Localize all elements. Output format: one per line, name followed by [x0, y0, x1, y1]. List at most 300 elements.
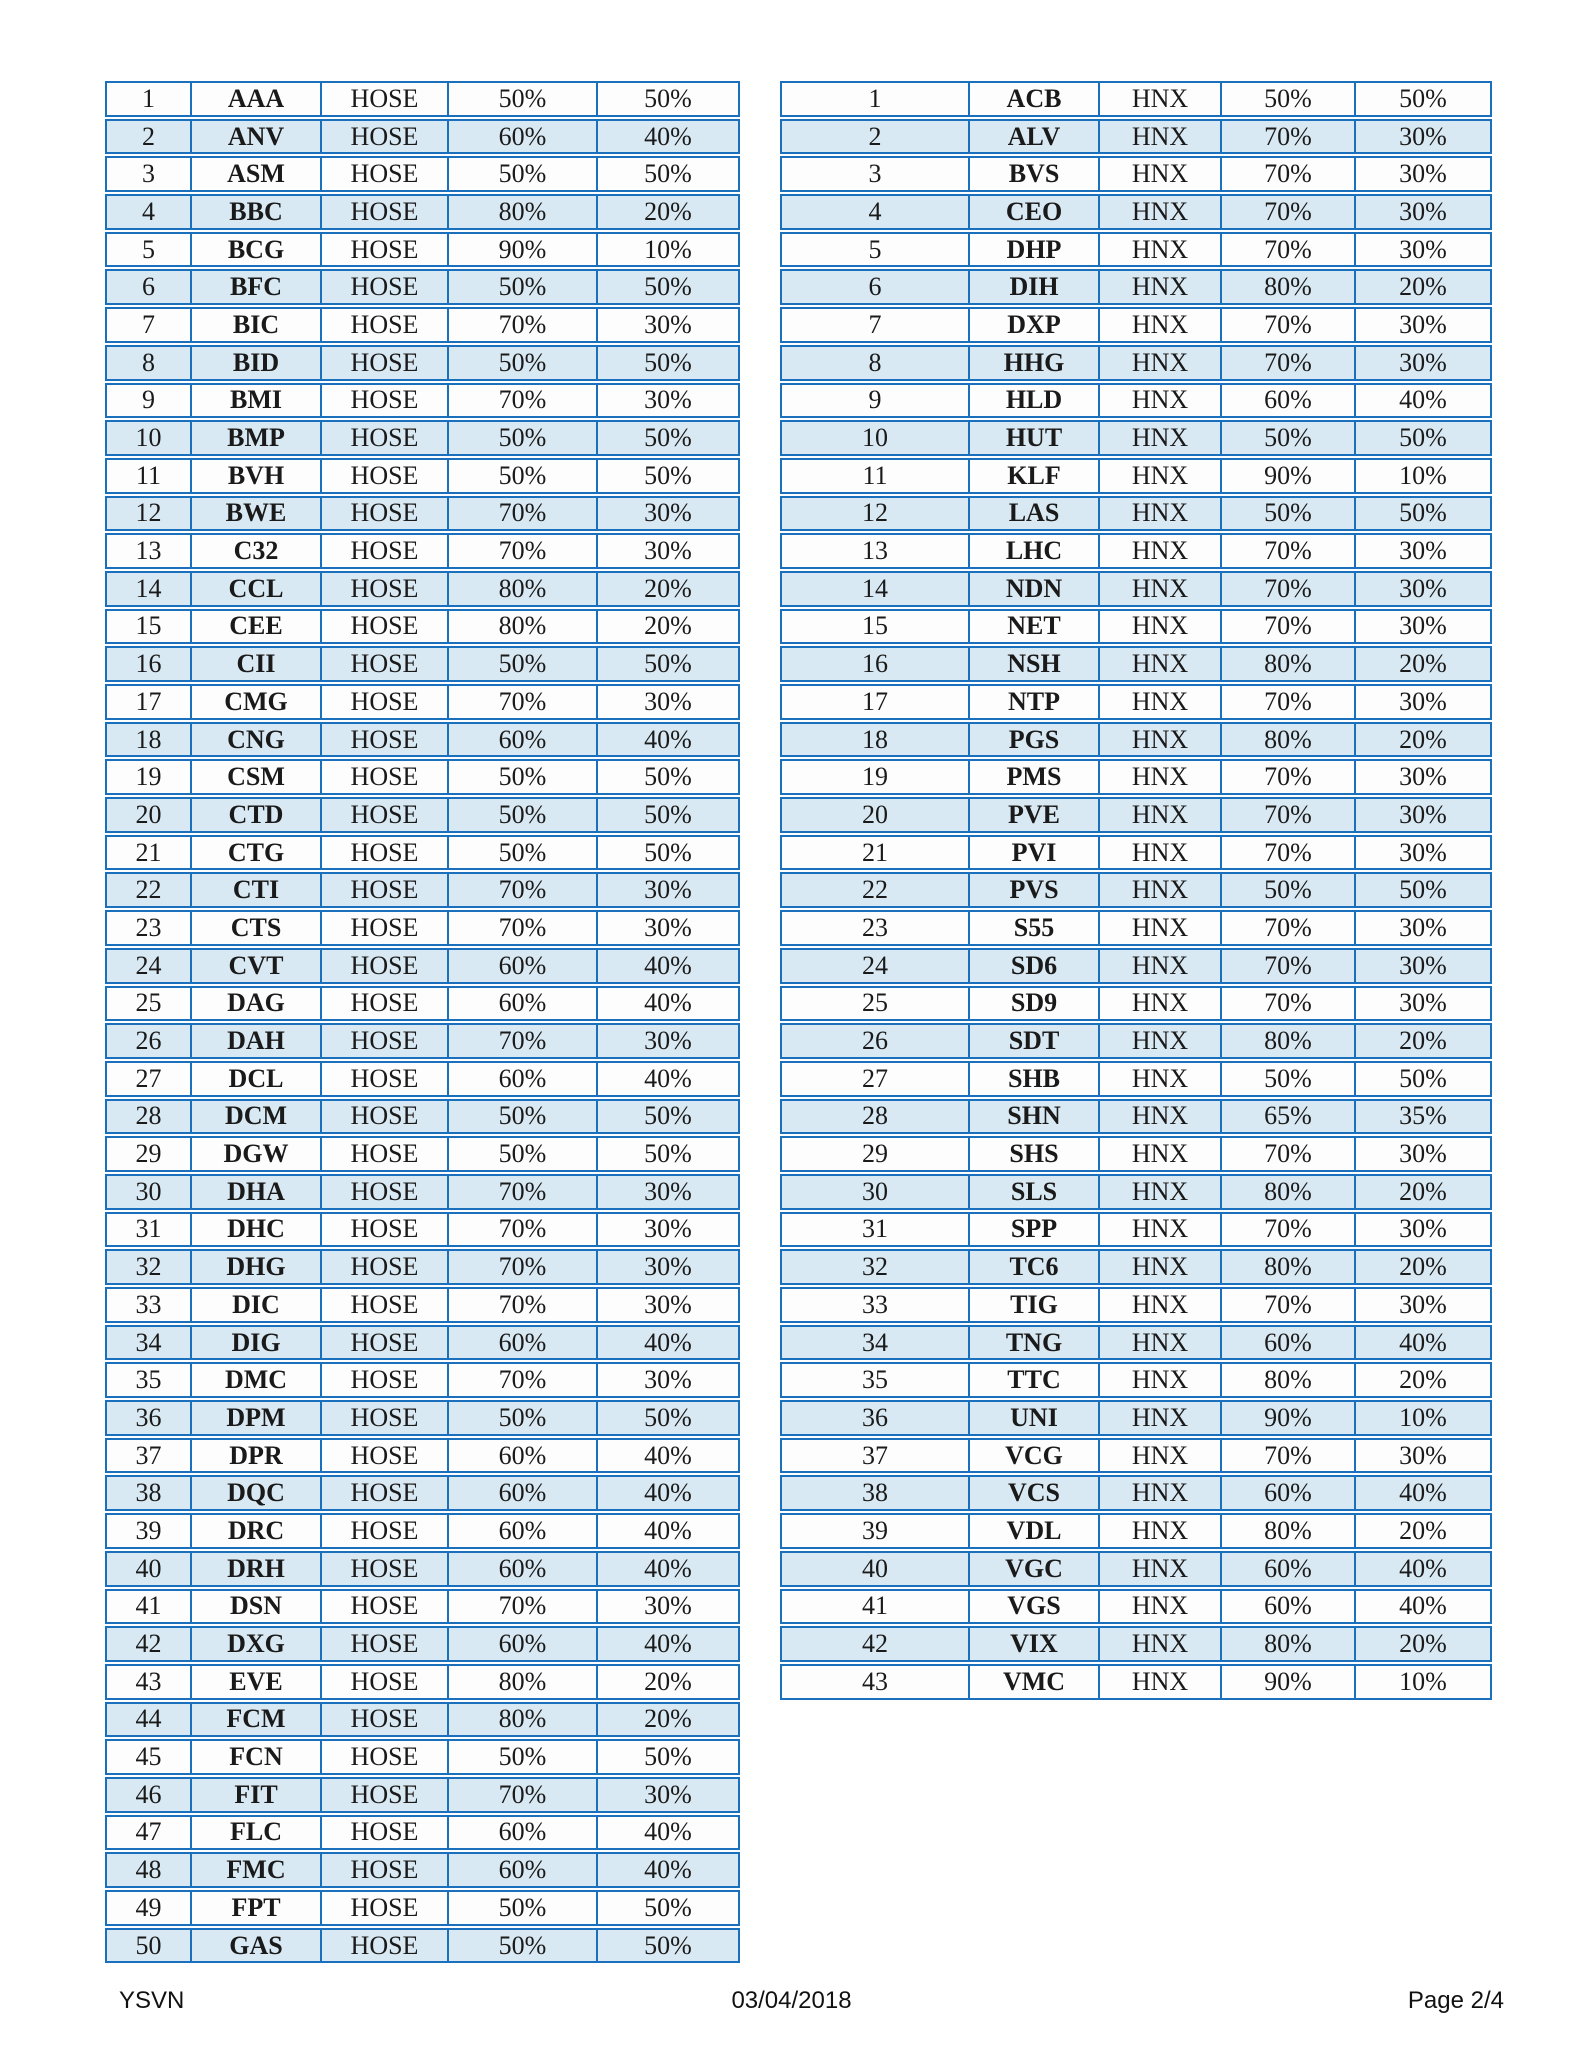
- exchange-cell: HOSE: [320, 761, 447, 793]
- margin-ratio-2-cell: 30%: [596, 498, 738, 530]
- margin-ratio-1-cell: 60%: [447, 1817, 596, 1849]
- ticker-cell: DIH: [968, 271, 1098, 303]
- margin-ratio-2-cell: 50%: [1354, 498, 1490, 530]
- table-row: [105, 872, 740, 908]
- margin-ratio-2-cell: 40%: [1354, 385, 1490, 417]
- table-row: [780, 646, 1492, 682]
- margin-ratio-1-cell: 70%: [447, 1251, 596, 1283]
- margin-ratio-1-cell: 70%: [447, 385, 596, 417]
- ticker-cell: CVT: [190, 950, 320, 982]
- margin-ratio-1-cell: 80%: [1220, 1628, 1354, 1660]
- row-number-cell: 22: [862, 875, 888, 905]
- ticker-cell: FCN: [190, 1741, 320, 1773]
- table-row: [780, 1475, 1492, 1511]
- exchange-cell: HOSE: [320, 1364, 447, 1396]
- margin-ratio-2-cell: 20%: [596, 1704, 738, 1736]
- margin-ratio-2-cell: 30%: [1354, 347, 1490, 379]
- table-row: [780, 1664, 1492, 1700]
- exchange-cell: HNX: [1098, 1628, 1220, 1660]
- ticker-cell: BCG: [190, 234, 320, 266]
- row-number-cell: 9: [142, 385, 155, 415]
- table-row: [780, 1362, 1492, 1398]
- row-number-cell: 39: [135, 1515, 162, 1545]
- table-row: [105, 986, 740, 1022]
- table-row: [105, 1890, 740, 1926]
- table-row: [105, 1513, 740, 1549]
- ticker-cell: CSM: [190, 761, 320, 793]
- margin-ratio-2-cell: 30%: [596, 385, 738, 417]
- footer-brand: YSVN: [119, 1987, 185, 2014]
- exchange-cell: HOSE: [320, 121, 447, 153]
- exchange-cell: HOSE: [320, 1025, 447, 1057]
- table-row: [780, 1174, 1492, 1210]
- ticker-cell: HLD: [968, 385, 1098, 417]
- exchange-cell: HOSE: [320, 648, 447, 680]
- row-number-cell: 5: [868, 234, 882, 264]
- margin-ratio-1-cell: 50%: [447, 1741, 596, 1773]
- row-number-cell: 22: [135, 875, 162, 905]
- margin-ratio-2-cell: 50%: [596, 761, 738, 793]
- margin-ratio-1-cell: 70%: [447, 1025, 596, 1057]
- table-row: [105, 194, 740, 230]
- margin-ratio-1-cell: 70%: [1220, 121, 1354, 153]
- row-number-cell: 13: [862, 536, 888, 566]
- ticker-cell: FLC: [190, 1817, 320, 1849]
- table-row: [780, 1513, 1492, 1549]
- margin-ratio-1-cell: 65%: [1220, 1101, 1354, 1133]
- exchange-cell: HOSE: [320, 1930, 447, 1962]
- row-number-cell: 27: [135, 1063, 162, 1093]
- row-number-cell: 12: [135, 498, 162, 528]
- row-number-cell: 48: [135, 1855, 162, 1885]
- margin-ratio-1-cell: 80%: [1220, 648, 1354, 680]
- row-number-cell: 37: [862, 1440, 888, 1470]
- table-row: [780, 722, 1492, 758]
- ticker-cell: SHB: [968, 1063, 1098, 1095]
- row-number-cell: 49: [135, 1892, 162, 1922]
- table-row: [105, 1325, 740, 1361]
- row-number-cell: 35: [135, 1365, 162, 1395]
- exchange-cell: HNX: [1098, 1591, 1220, 1623]
- row-number-cell: 28: [135, 1101, 162, 1131]
- row-number-cell: 14: [862, 573, 888, 603]
- row-number-cell: 16: [862, 649, 888, 679]
- ticker-cell: DSN: [190, 1591, 320, 1623]
- margin-ratio-1-cell: 60%: [447, 1553, 596, 1585]
- row-number-cell: 29: [135, 1139, 162, 1169]
- row-number-cell: 6: [868, 272, 882, 302]
- row-number-cell: 33: [135, 1289, 162, 1319]
- margin-ratio-1-cell: 70%: [447, 1779, 596, 1811]
- margin-ratio-1-cell: 70%: [447, 1289, 596, 1321]
- exchange-cell: HNX: [1098, 874, 1220, 906]
- margin-ratio-1-cell: 60%: [447, 1063, 596, 1095]
- table-row: [105, 1136, 740, 1172]
- ticker-cell: DXP: [968, 309, 1098, 341]
- exchange-cell: HOSE: [320, 1741, 447, 1773]
- margin-ratio-1-cell: 60%: [1220, 1477, 1354, 1509]
- exchange-cell: HNX: [1098, 573, 1220, 605]
- margin-ratio-2-cell: 30%: [596, 1591, 738, 1623]
- row-number-cell: 50: [135, 1930, 162, 1960]
- table-row: [105, 1212, 740, 1248]
- margin-ratio-1-cell: 70%: [447, 912, 596, 944]
- exchange-cell: HNX: [1098, 1477, 1220, 1509]
- row-number-cell: 38: [135, 1478, 162, 1508]
- exchange-cell: HNX: [1098, 83, 1220, 115]
- margin-ratio-2-cell: 40%: [596, 1553, 738, 1585]
- margin-ratio-1-cell: 70%: [1220, 573, 1354, 605]
- ticker-cell: SHN: [968, 1101, 1098, 1133]
- table-row: [105, 1626, 740, 1662]
- ticker-cell: PMS: [968, 761, 1098, 793]
- row-number-cell: 12: [862, 498, 888, 528]
- margin-ratio-2-cell: 30%: [1354, 121, 1490, 153]
- ticker-cell: SHS: [968, 1138, 1098, 1170]
- margin-ratio-1-cell: 50%: [447, 158, 596, 190]
- exchange-cell: HNX: [1098, 1214, 1220, 1246]
- exchange-cell: HOSE: [320, 1440, 447, 1472]
- row-number-cell: 28: [862, 1101, 888, 1131]
- exchange-cell: HOSE: [320, 1628, 447, 1660]
- row-number-cell: 24: [862, 950, 888, 980]
- ticker-cell: BVH: [190, 460, 320, 492]
- margin-ratio-1-cell: 70%: [447, 874, 596, 906]
- margin-ratio-2-cell: 40%: [596, 988, 738, 1020]
- margin-ratio-2-cell: 30%: [596, 1025, 738, 1057]
- ticker-cell: HUT: [968, 422, 1098, 454]
- table-row: [780, 1551, 1492, 1587]
- margin-ratio-2-cell: 20%: [596, 573, 738, 605]
- exchange-cell: HOSE: [320, 385, 447, 417]
- hose-margin-table: [105, 81, 740, 1963]
- exchange-cell: HNX: [1098, 1251, 1220, 1283]
- margin-ratio-2-cell: 40%: [596, 1477, 738, 1509]
- table-row: [105, 1852, 740, 1888]
- margin-ratio-2-cell: 40%: [596, 1327, 738, 1359]
- exchange-cell: HNX: [1098, 1101, 1220, 1133]
- table-row: [780, 345, 1492, 381]
- exchange-cell: HNX: [1098, 347, 1220, 379]
- row-number-cell: 5: [142, 234, 155, 264]
- exchange-cell: HNX: [1098, 121, 1220, 153]
- margin-ratio-1-cell: 80%: [447, 573, 596, 605]
- margin-ratio-1-cell: 50%: [1220, 83, 1354, 115]
- exchange-cell: HNX: [1098, 158, 1220, 190]
- margin-ratio-2-cell: 40%: [596, 1854, 738, 1886]
- ticker-cell: C32: [190, 535, 320, 567]
- exchange-cell: HNX: [1098, 535, 1220, 567]
- table-row: [105, 458, 740, 494]
- exchange-cell: HNX: [1098, 1402, 1220, 1434]
- row-number-cell: 11: [862, 460, 888, 490]
- footer-page-number: Page 2/4: [1407, 1987, 1504, 2014]
- ticker-cell: BID: [190, 347, 320, 379]
- ticker-cell: VGS: [968, 1591, 1098, 1623]
- ticker-cell: VMC: [968, 1666, 1098, 1698]
- margin-ratio-2-cell: 50%: [596, 347, 738, 379]
- margin-ratio-2-cell: 50%: [596, 1741, 738, 1773]
- margin-ratio-1-cell: 60%: [447, 1628, 596, 1660]
- margin-ratio-1-cell: 70%: [1220, 309, 1354, 341]
- margin-ratio-1-cell: 70%: [447, 1364, 596, 1396]
- margin-ratio-1-cell: 80%: [447, 1666, 596, 1698]
- row-number-cell: 3: [142, 159, 155, 189]
- margin-ratio-2-cell: 40%: [596, 1817, 738, 1849]
- table-row: [105, 1815, 740, 1851]
- exchange-cell: HOSE: [320, 573, 447, 605]
- ticker-cell: DHA: [190, 1176, 320, 1208]
- ticker-cell: DAG: [190, 988, 320, 1020]
- exchange-cell: HOSE: [320, 1817, 447, 1849]
- margin-ratio-2-cell: 20%: [1354, 724, 1490, 756]
- margin-ratio-1-cell: 50%: [1220, 498, 1354, 530]
- table-row: [780, 609, 1492, 645]
- margin-ratio-2-cell: 20%: [1354, 271, 1490, 303]
- ticker-cell: DXG: [190, 1628, 320, 1660]
- margin-ratio-1-cell: 50%: [1220, 874, 1354, 906]
- margin-ratio-2-cell: 30%: [596, 1214, 738, 1246]
- margin-ratio-2-cell: 20%: [596, 1666, 738, 1698]
- ticker-cell: DIC: [190, 1289, 320, 1321]
- table-row: [780, 156, 1492, 192]
- row-number-cell: 18: [135, 724, 162, 754]
- ticker-cell: CMG: [190, 686, 320, 718]
- ticker-cell: CTG: [190, 837, 320, 869]
- row-number-cell: 26: [135, 1026, 162, 1056]
- ticker-cell: CTI: [190, 874, 320, 906]
- table-row: [105, 383, 740, 419]
- margin-ratio-2-cell: 30%: [596, 874, 738, 906]
- exchange-cell: HOSE: [320, 271, 447, 303]
- table-row: [780, 119, 1492, 155]
- table-row: [780, 269, 1492, 305]
- ticker-cell: VCS: [968, 1477, 1098, 1509]
- table-row: [105, 81, 740, 117]
- table-row: [105, 1023, 740, 1059]
- ticker-cell: ACB: [968, 83, 1098, 115]
- exchange-cell: HNX: [1098, 686, 1220, 718]
- table-row: [105, 1099, 740, 1135]
- margin-ratio-2-cell: 30%: [1354, 761, 1490, 793]
- row-number-cell: 36: [862, 1402, 888, 1432]
- table-row: [105, 269, 740, 305]
- row-number-cell: 29: [862, 1139, 888, 1169]
- exchange-cell: HNX: [1098, 761, 1220, 793]
- ticker-cell: NSH: [968, 648, 1098, 680]
- table-row: [780, 797, 1492, 833]
- margin-ratio-1-cell: 80%: [447, 196, 596, 228]
- table-row: [780, 872, 1492, 908]
- margin-ratio-1-cell: 50%: [447, 799, 596, 831]
- ticker-cell: BWE: [190, 498, 320, 530]
- exchange-cell: HOSE: [320, 234, 447, 266]
- ticker-cell: SD9: [968, 988, 1098, 1020]
- margin-ratio-2-cell: 50%: [596, 460, 738, 492]
- table-row: [105, 1739, 740, 1775]
- table-row: [780, 1325, 1492, 1361]
- ticker-cell: TC6: [968, 1251, 1098, 1283]
- table-row: [780, 986, 1492, 1022]
- exchange-cell: HNX: [1098, 837, 1220, 869]
- table-row: [780, 1249, 1492, 1285]
- exchange-cell: HOSE: [320, 1515, 447, 1547]
- exchange-cell: HOSE: [320, 1591, 447, 1623]
- row-number-cell: 1: [142, 83, 155, 113]
- table-row: [105, 948, 740, 984]
- margin-ratio-1-cell: 50%: [447, 347, 596, 379]
- ticker-cell: CII: [190, 648, 320, 680]
- exchange-cell: HNX: [1098, 1553, 1220, 1585]
- exchange-cell: HOSE: [320, 1101, 447, 1133]
- margin-ratio-2-cell: 50%: [596, 1892, 738, 1924]
- row-number-cell: 8: [142, 347, 155, 377]
- margin-ratio-1-cell: 60%: [447, 1327, 596, 1359]
- exchange-cell: HOSE: [320, 1176, 447, 1208]
- margin-ratio-1-cell: 80%: [1220, 724, 1354, 756]
- row-number-cell: 15: [862, 611, 888, 641]
- ticker-cell: TIG: [968, 1289, 1098, 1321]
- table-row: [780, 1136, 1492, 1172]
- table-row: [105, 232, 740, 268]
- row-number-cell: 17: [862, 686, 888, 716]
- exchange-cell: HOSE: [320, 611, 447, 643]
- row-number-cell: 32: [135, 1252, 162, 1282]
- margin-ratio-1-cell: 70%: [1220, 234, 1354, 266]
- row-number-cell: 8: [868, 347, 882, 377]
- ticker-cell: DIG: [190, 1327, 320, 1359]
- margin-ratio-1-cell: 70%: [1220, 912, 1354, 944]
- table-row: [780, 533, 1492, 569]
- margin-ratio-2-cell: 35%: [1354, 1101, 1490, 1133]
- margin-ratio-1-cell: 60%: [447, 1477, 596, 1509]
- ticker-cell: BFC: [190, 271, 320, 303]
- table-row: [105, 1551, 740, 1587]
- exchange-cell: HOSE: [320, 309, 447, 341]
- exchange-cell: HNX: [1098, 460, 1220, 492]
- margin-ratio-2-cell: 30%: [596, 535, 738, 567]
- margin-ratio-2-cell: 30%: [1354, 950, 1490, 982]
- exchange-cell: HNX: [1098, 196, 1220, 228]
- margin-ratio-1-cell: 70%: [447, 535, 596, 567]
- ticker-cell: DHG: [190, 1251, 320, 1283]
- row-number-cell: 1: [868, 83, 882, 113]
- margin-ratio-2-cell: 40%: [596, 1063, 738, 1095]
- exchange-cell: HNX: [1098, 648, 1220, 680]
- ticker-cell: FMC: [190, 1854, 320, 1886]
- exchange-cell: HNX: [1098, 1138, 1220, 1170]
- margin-ratio-1-cell: 60%: [1220, 1327, 1354, 1359]
- margin-ratio-2-cell: 40%: [1354, 1327, 1490, 1359]
- row-number-cell: 10: [862, 423, 888, 453]
- table-row: [780, 194, 1492, 230]
- table-row: [105, 345, 740, 381]
- row-number-cell: 30: [135, 1176, 162, 1206]
- margin-ratio-1-cell: 60%: [447, 724, 596, 756]
- row-number-cell: 40: [862, 1553, 888, 1583]
- margin-ratio-2-cell: 30%: [596, 1364, 738, 1396]
- margin-ratio-2-cell: 50%: [596, 1930, 738, 1962]
- exchange-cell: HNX: [1098, 1364, 1220, 1396]
- table-row: [105, 646, 740, 682]
- margin-ratio-1-cell: 50%: [447, 837, 596, 869]
- margin-ratio-1-cell: 50%: [447, 1892, 596, 1924]
- margin-ratio-2-cell: 50%: [1354, 83, 1490, 115]
- ticker-cell: S55: [968, 912, 1098, 944]
- ticker-cell: KLF: [968, 460, 1098, 492]
- exchange-cell: HNX: [1098, 234, 1220, 266]
- ticker-cell: ASM: [190, 158, 320, 190]
- exchange-cell: HOSE: [320, 1327, 447, 1359]
- margin-ratio-1-cell: 60%: [447, 1854, 596, 1886]
- ticker-cell: ALV: [968, 121, 1098, 153]
- exchange-cell: HOSE: [320, 950, 447, 982]
- margin-ratio-2-cell: 40%: [596, 724, 738, 756]
- margin-ratio-1-cell: 50%: [447, 648, 596, 680]
- row-number-cell: 33: [862, 1289, 888, 1319]
- table-row: [780, 948, 1492, 984]
- margin-ratio-2-cell: 30%: [1354, 573, 1490, 605]
- ticker-cell: GAS: [190, 1930, 320, 1962]
- margin-ratio-1-cell: 60%: [1220, 1591, 1354, 1623]
- exchange-cell: HOSE: [320, 1251, 447, 1283]
- table-row: [105, 1438, 740, 1474]
- margin-ratio-1-cell: 60%: [447, 988, 596, 1020]
- margin-ratio-1-cell: 50%: [447, 83, 596, 115]
- table-row: [780, 1212, 1492, 1248]
- exchange-cell: HNX: [1098, 1515, 1220, 1547]
- exchange-cell: HOSE: [320, 1779, 447, 1811]
- margin-ratio-2-cell: 30%: [596, 309, 738, 341]
- table-row: [780, 1099, 1492, 1135]
- margin-ratio-2-cell: 30%: [1354, 799, 1490, 831]
- row-number-cell: 18: [862, 724, 888, 754]
- row-number-cell: 25: [862, 988, 888, 1018]
- table-row: [780, 1023, 1492, 1059]
- table-row: [780, 496, 1492, 532]
- row-number-cell: 4: [868, 196, 882, 226]
- margin-ratio-2-cell: 50%: [596, 1402, 738, 1434]
- ticker-cell: FIT: [190, 1779, 320, 1811]
- margin-ratio-2-cell: 40%: [1354, 1477, 1490, 1509]
- margin-ratio-2-cell: 50%: [596, 422, 738, 454]
- table-row: [105, 759, 740, 795]
- row-number-cell: 17: [135, 686, 162, 716]
- ticker-cell: SD6: [968, 950, 1098, 982]
- exchange-cell: HOSE: [320, 1854, 447, 1886]
- exchange-cell: HOSE: [320, 912, 447, 944]
- ticker-cell: UNI: [968, 1402, 1098, 1434]
- row-number-cell: 9: [868, 385, 882, 415]
- margin-ratio-2-cell: 10%: [596, 234, 738, 266]
- margin-ratio-2-cell: 40%: [596, 1440, 738, 1472]
- table-row: [780, 1061, 1492, 1097]
- exchange-cell: HOSE: [320, 1138, 447, 1170]
- row-number-cell: 46: [135, 1779, 162, 1809]
- exchange-cell: HNX: [1098, 385, 1220, 417]
- exchange-cell: HOSE: [320, 1553, 447, 1585]
- table-row: [105, 496, 740, 532]
- margin-ratio-1-cell: 50%: [447, 271, 596, 303]
- row-number-cell: 4: [142, 196, 155, 226]
- ticker-cell: DRH: [190, 1553, 320, 1585]
- margin-ratio-2-cell: 30%: [1354, 1289, 1490, 1321]
- margin-ratio-2-cell: 30%: [1354, 234, 1490, 266]
- exchange-cell: HOSE: [320, 1704, 447, 1736]
- exchange-cell: HNX: [1098, 309, 1220, 341]
- ticker-cell: FCM: [190, 1704, 320, 1736]
- table-row: [105, 684, 740, 720]
